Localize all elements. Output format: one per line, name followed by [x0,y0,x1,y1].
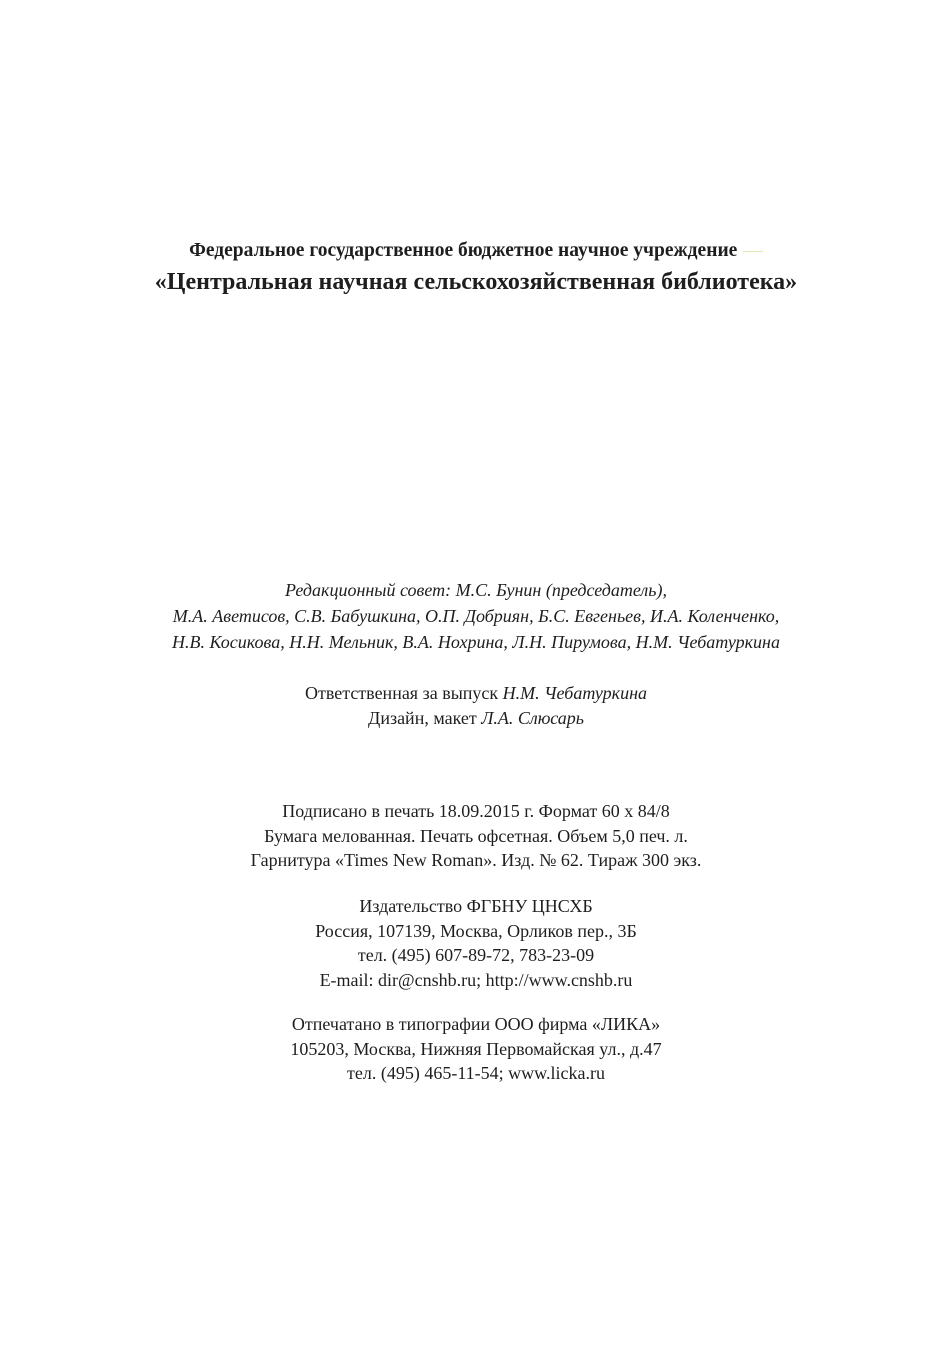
decorative-dash: — [743,240,763,261]
institution-header [0,236,952,298]
printer-info [0,1012,952,1086]
print-details [0,799,952,873]
editorial-board [0,577,952,655]
printer-line-1: Отпечатано в типографии ООО фирма «ЛИКА» [291,1014,661,1034]
publisher-address: Россия, 107139, Москва, Орликов пер., 3Б [315,920,637,941]
printer-line-3: тел. (495) 465-11-54; www.licka.ru [347,1063,605,1083]
editorial-board-line-2: М.А. Аветисов, С.В. Бабушкина, О.П. Добриян, Б.С. Евгеньев, И.А. Коленченко, [172,606,780,626]
institution-type-line [0,236,952,266]
responsible-line [0,681,952,706]
publisher-contacts: E-mail: dir@cnshb.ru; http://www.cnshb.ru [319,969,633,990]
publisher-name: Издательство ФГБНУ ЦНСХБ [359,896,593,916]
print-details-line-3: Гарнитура «Times New Roman». Изд. № 62. Тираж 300 экз. [250,850,702,870]
institution-type-text: Федеральное государственное бюджетное научное учреждение [189,240,738,261]
publisher-info [0,894,952,992]
print-details-line-1: Подписано в печать 18.09.2015 г. Формат 60 х 84/8 [282,801,670,821]
design-line [0,706,952,731]
responsible-name: Н.М. Чебатуркина [502,683,648,703]
design-name: Л.А. Слюсарь [481,708,584,728]
credits [0,681,952,731]
printer-line-2: 105203, Москва, Нижняя Первомайская ул., д.47 [290,1038,662,1059]
editorial-board-line-1: Редакционный совет: М.С. Бунин (председатель), [285,580,667,600]
library-name: «Центральная научная сельскохозяйственная библиотека» [154,269,798,295]
editorial-board-line-3: Н.В. Косикова, Н.Н. Мельник, В.А. Нохрина, Л.Н. Пирумова, Н.М. Чебатуркина [172,632,780,652]
responsible-label: Ответственная за выпуск [304,683,499,703]
publisher-phone: тел. (495) 607-89-72, 783-23-09 [357,945,595,965]
print-details-line-2: Бумага мелованная. Печать офсетная. Объем 5,0 печ. л. [264,825,688,846]
design-label: Дизайн, макет [368,708,477,728]
